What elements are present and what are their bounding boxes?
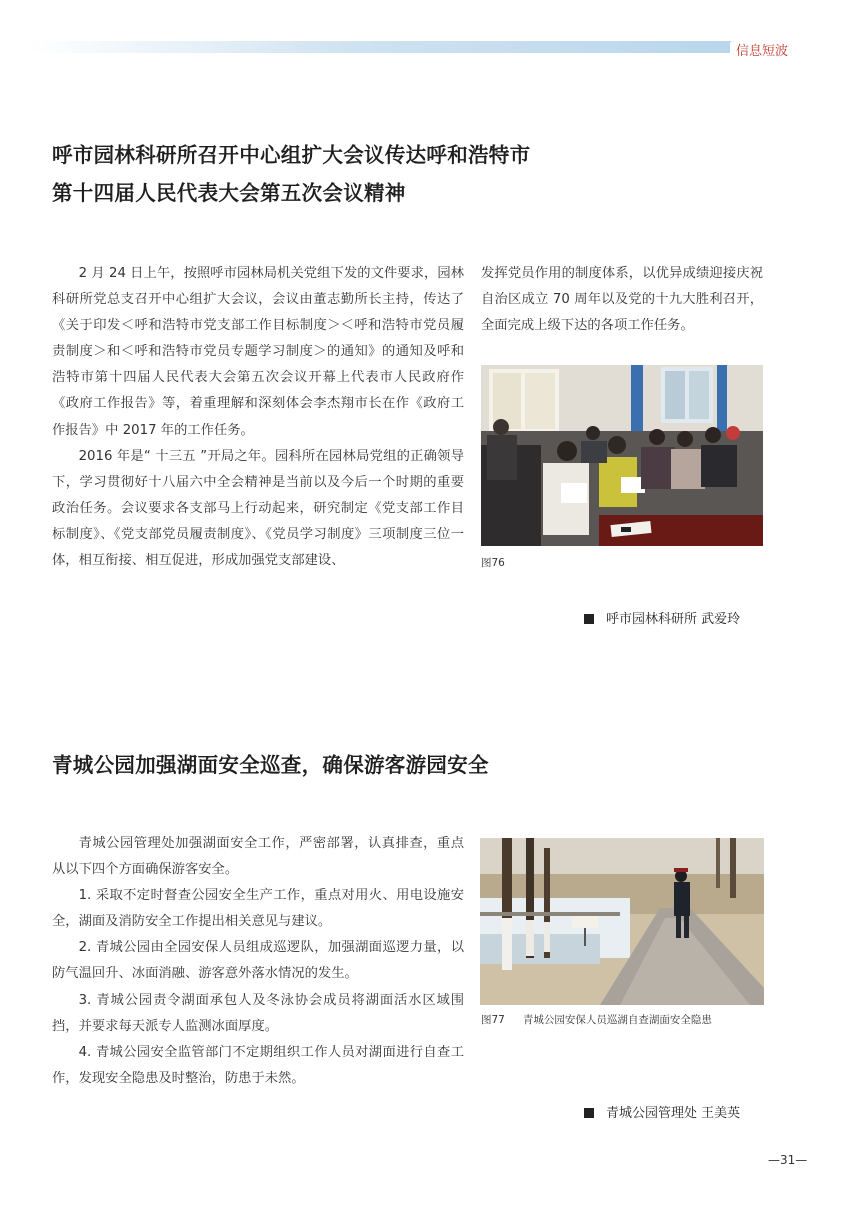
article2-paragraph: 3. 青城公园责令湖面承包人及冬泳协会成员将湖面活水区域围挡，并要求每天派专人监测冰面厚度。: [52, 992, 464, 1034]
article1-right-column: [481, 261, 763, 339]
article2-paragraph: 2. 青城公园由全园安保人员组成巡逻队，加强湖面巡逻力量，以防气温回升、冰面消融、游客意外落水情况的发生。: [52, 940, 464, 982]
header-gradient-bar: [30, 41, 730, 53]
figure76-label: 图76: [481, 557, 505, 569]
article1-paragraph-continued: 发挥党员作用的制度体系，以优异成绩迎接庆祝自治区成立 70 周年以及党的十九大胜利召开，全面完成上级下达的各项工作任务。: [481, 266, 763, 334]
article2-title-text: 青城公园加强湖面安全巡查，确保游客游园安全: [52, 753, 489, 777]
article1-title: [52, 136, 530, 212]
article2-paragraph: 1. 采取不定时督查公园安全生产工作，重点对用火、用电设施安全，湖面及消防安全工作提出相关意见与建议。: [52, 888, 464, 930]
article2-author: 青城公园管理处 王美英: [606, 1106, 741, 1121]
article2-author-line: [584, 1102, 740, 1121]
article1-paragraph: 2 月 24 日上午，按照呼市园林局机关党组下发的文件要求，园林科研所党总支召开中心组扩大会议，会议由董志勤所长主持，传达了《关于印发＜呼和浩特市党支部工作目标制度＞＜呼和浩特市党员履责制度＞和＜呼和浩特市党员专题学习制度＞的通知》的通知及呼和浩特市第十四届人民代表大会第五次会议开幕上代表市人民政府作《政府工作报告》等，着重理解和深刻体会李杰翔市长在作《政府工作报告》中 2017 年的工作任务。: [52, 266, 464, 438]
article2-paragraph: 4. 青城公园安全监管部门不定期组织工作人员对湖面进行自查工作，发现安全隐患及时整治，防患于未然。: [52, 1044, 464, 1086]
article1-title-line: 呼市园林科研所召开中心组扩大会议传达呼和浩特市: [52, 143, 531, 167]
article1-left-column: [52, 261, 464, 574]
meeting-photo: [481, 365, 763, 546]
article1-author-line: [584, 608, 740, 627]
figure77-label: 图77: [481, 1014, 505, 1026]
article2-title: [52, 746, 489, 784]
figure77-caption: [481, 1012, 712, 1027]
section-label: 信息短波: [736, 44, 789, 59]
bullet-square-icon: [584, 614, 594, 624]
patrol-photo: [480, 838, 764, 1005]
article1-author: 呼市园林科研所 武爱玲: [606, 612, 741, 627]
article2-column: [52, 831, 464, 1092]
bullet-square-icon: [584, 1108, 594, 1118]
article1-title-line: 第十四届人民代表大会第五次会议精神: [52, 181, 406, 205]
article2-paragraph: 青城公园管理处加强湖面安全工作，严密部署，认真排查，重点从以下四个方面确保游客安全。: [52, 836, 464, 878]
header-bar-tip: [720, 41, 732, 53]
figure77-text: 青城公园安保人员巡湖自查湖面安全隐患: [522, 1014, 712, 1026]
article1-paragraph: 2016 年是“ 十三五 ”开局之年。园科所在园林局党组的正确领导下，学习贯彻好十八届六中全会精神是当前以及今后一个时期的重要政治任务。会议要求各支部马上行动起来，研究制定《党支部工作目标制度》、《党支部党员履责制度》、《党员学习制度》三项制度三位一体，相互衔接、相互促进，形成加强党支部建设、: [52, 448, 464, 569]
page-number: —31—: [768, 1153, 808, 1167]
